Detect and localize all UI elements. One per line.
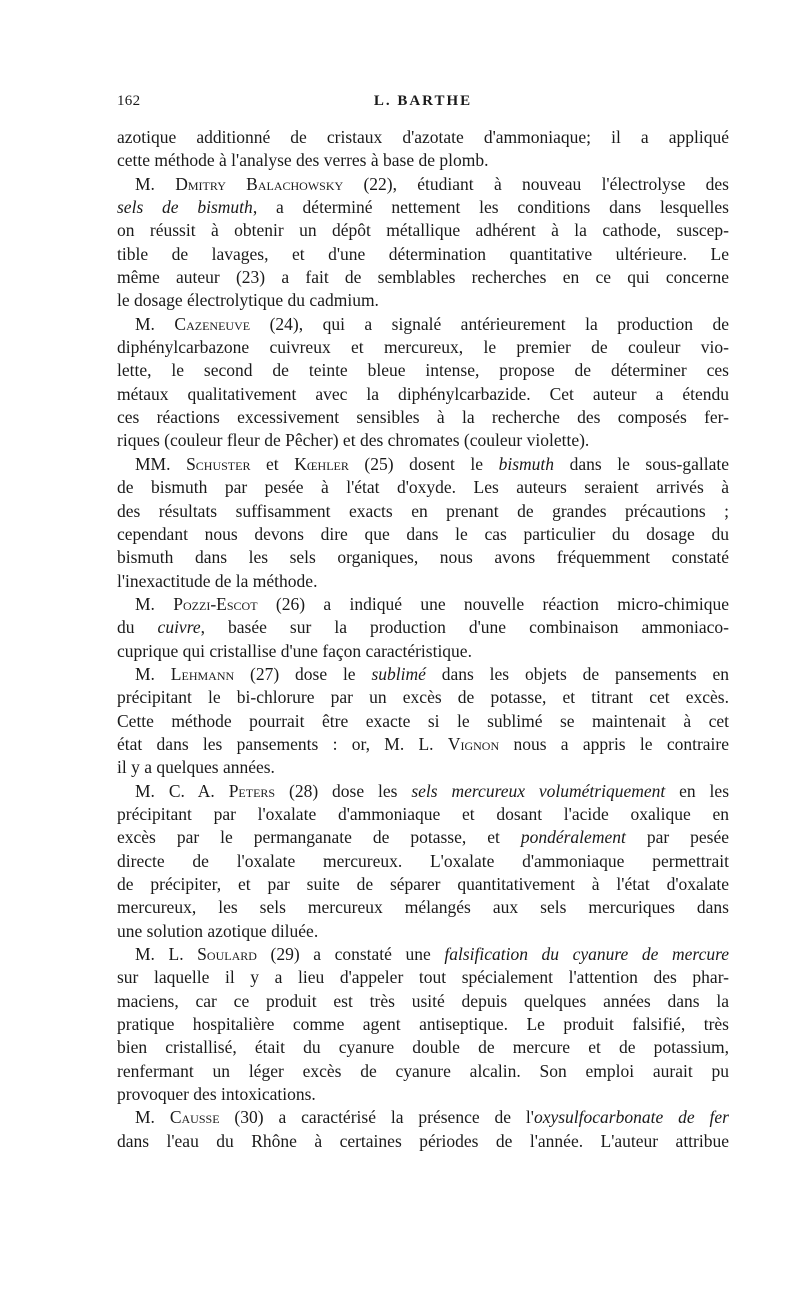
text-line: Cette méthode pourrait être exacte si le sublimé se maintenait à cet (117, 710, 729, 731)
text-line: provoquer des intoxications. (117, 1084, 316, 1105)
text-line: dans l'eau du Rhône à certaines périodes de l'année. L'auteur attribue (117, 1130, 729, 1151)
text-line (117, 616, 729, 639)
text-line (117, 196, 729, 219)
text-run: M. (135, 663, 171, 684)
text-line: précipitant le bi-chlorure par un excès de potasse, et titrant cet excès. (117, 687, 729, 708)
italic-term: pondéralement (520, 827, 626, 848)
text-line (117, 173, 729, 196)
text-line: tible de lavages, et d'une détermination quantitative ultérieure. Le (117, 243, 729, 264)
text-line (117, 943, 729, 966)
author-name: Dmitry Balachowsky (175, 173, 344, 194)
author-name: Causse (169, 1107, 220, 1128)
italic-term: falsification du cyanure de mercure (444, 944, 729, 965)
text-line: des résultats suffisamment exacts en prenant de grandes précautions ; (117, 500, 729, 521)
text-line: sur laquelle il y a lieu d'appeler tout spécialement l'attention des phar- (117, 967, 729, 988)
author-name: Lehmann (170, 663, 235, 684)
text-line: ces réactions excessivement sensibles à la recherche des composés fer- (117, 407, 729, 428)
text-line: maciens, car ce produit est très usité depuis quelques années dans la (117, 990, 729, 1011)
text-run: (30) a caractérisé la présence de l' (219, 1107, 534, 1128)
italic-term: bismuth (498, 453, 555, 474)
text-run: du (117, 617, 158, 638)
text-run: (22), étudiant à nouveau l'électrolyse des (343, 173, 729, 194)
author-name: Vignon (447, 733, 500, 754)
text-line: directe de l'oxalate mercureux. L'oxalate d'ammoniaque permettrait (117, 850, 729, 871)
author-name: Pozzi-Escot (173, 593, 258, 614)
text-line: cette méthode à l'analyse des verres à base de plomb. (117, 150, 489, 171)
text-line: lette, le second de teinte bleue intense, propose de déterminer ces (117, 360, 729, 381)
text-run: MM. (135, 453, 187, 474)
text-run: (26) a indiqué une nouvelle réaction micro-chimique (257, 593, 729, 614)
text-line: il y a quelques années. (117, 757, 275, 778)
text-run: (24), qui a signalé antérieurement la production de (250, 313, 729, 334)
text-line: précipitant par l'oxalate d'ammoniaque et dosant l'acide oxalique en (117, 803, 729, 824)
text-run: M. L. (135, 944, 198, 965)
author-name: Cazeneuve (174, 313, 251, 334)
text-line: le dosage électrolytique du cadmium. (117, 290, 379, 311)
text-line: riques (couleur fleur de Pêcher) et des chromates (couleur violette). (117, 430, 590, 451)
italic-term: sublimé (371, 663, 426, 684)
text-run: (25) dosent le (348, 453, 499, 474)
text-run: , a déterminé nettement les conditions dans lesquelles (252, 197, 729, 218)
text-line (117, 733, 729, 756)
text-run: (28) dose les (275, 780, 412, 801)
text-run: M. (135, 313, 175, 334)
text-run: M. (135, 173, 176, 194)
text-run: (27) dose le (234, 663, 372, 684)
page-header (117, 93, 729, 115)
text-run: nous a appris le contraire (499, 733, 729, 754)
page-number: 162 (117, 93, 141, 109)
author-name: Kœhler (294, 453, 349, 474)
text-line: cuprique qui cristallise d'une façon caractéristique. (117, 640, 472, 661)
text-run: et (250, 453, 295, 474)
text-line (117, 780, 729, 803)
text-run: excès par le permanganate de potasse, et (117, 827, 521, 848)
text-line: même auteur (23) a fait de semblables recherches en ce qui concerne (117, 267, 729, 288)
text-run: (29) a constaté une (256, 944, 445, 965)
author-name: Soulard (197, 944, 257, 965)
italic-term: sels de bismuth (117, 197, 253, 218)
text-line: cependant nous devons dire que dans le cas particulier du dosage du (117, 523, 729, 544)
text-line (117, 1106, 729, 1129)
italic-term: oxysulfocarbonate de fer (533, 1107, 729, 1128)
text-run: par pesée (625, 827, 729, 848)
text-line: azotique additionné de cristaux d'azotate d'ammoniaque; il a appliqué (117, 127, 729, 147)
text-line: mercureux, les sels mercureux mélangés aux sels mercuriques dans (117, 897, 729, 918)
text-line: diphénylcarbazone cuivreux et mercureux, le premier de couleur vio- (117, 337, 729, 358)
text-body (117, 126, 729, 1153)
text-line (117, 826, 729, 849)
author-name: Peters (228, 780, 276, 801)
text-run: , basée sur la production d'une combinaison ammoniaco- (200, 617, 729, 638)
text-line: pratique hospitalière comme agent antiseptique. Le produit falsifié, très (117, 1014, 729, 1035)
text-line: l'inexactitude de la méthode. (117, 570, 318, 591)
running-head: L. BARTHE (373, 93, 473, 109)
text-run: dans le sous-gallate (554, 453, 729, 474)
text-line (117, 593, 729, 616)
text-run: M. (135, 593, 174, 614)
text-line: de bismuth par pesée à l'état d'oxyde. Les auteurs seraient arrivés à (117, 477, 729, 498)
text-run: M. (135, 1107, 170, 1128)
text-line: bien cristallisé, était du cyanure double de mercure et de potassium, (117, 1037, 729, 1058)
author-name: Schuster (186, 453, 251, 474)
text-line: bismuth dans les sels organiques, nous avons fréquemment constaté (117, 547, 729, 568)
text-line: renfermant un léger excès de cyanure alcalin. Son emploi aurait pu (117, 1060, 729, 1081)
text-line (117, 453, 729, 476)
italic-term: cuivre (157, 617, 201, 638)
italic-term: sels mercureux volumétriquement (411, 780, 666, 801)
text-run: dans les objets de pansements en (425, 663, 729, 684)
text-run: état dans les pansements : or, M. L. (117, 733, 448, 754)
text-line (117, 663, 729, 686)
text-run: M. C. A. (135, 780, 229, 801)
text-run: en les (665, 780, 729, 801)
text-line: on réussit à obtenir un dépôt métallique adhérent à la cathode, suscep- (117, 220, 729, 241)
text-line (117, 313, 729, 336)
text-line: métaux qualitativement avec la diphénylcarbazide. Cet auteur a étendu (117, 383, 729, 404)
text-line: une solution azotique diluée. (117, 920, 319, 941)
text-line: de précipiter, et par suite de séparer quantitativement à l'état d'oxalate (117, 874, 729, 894)
